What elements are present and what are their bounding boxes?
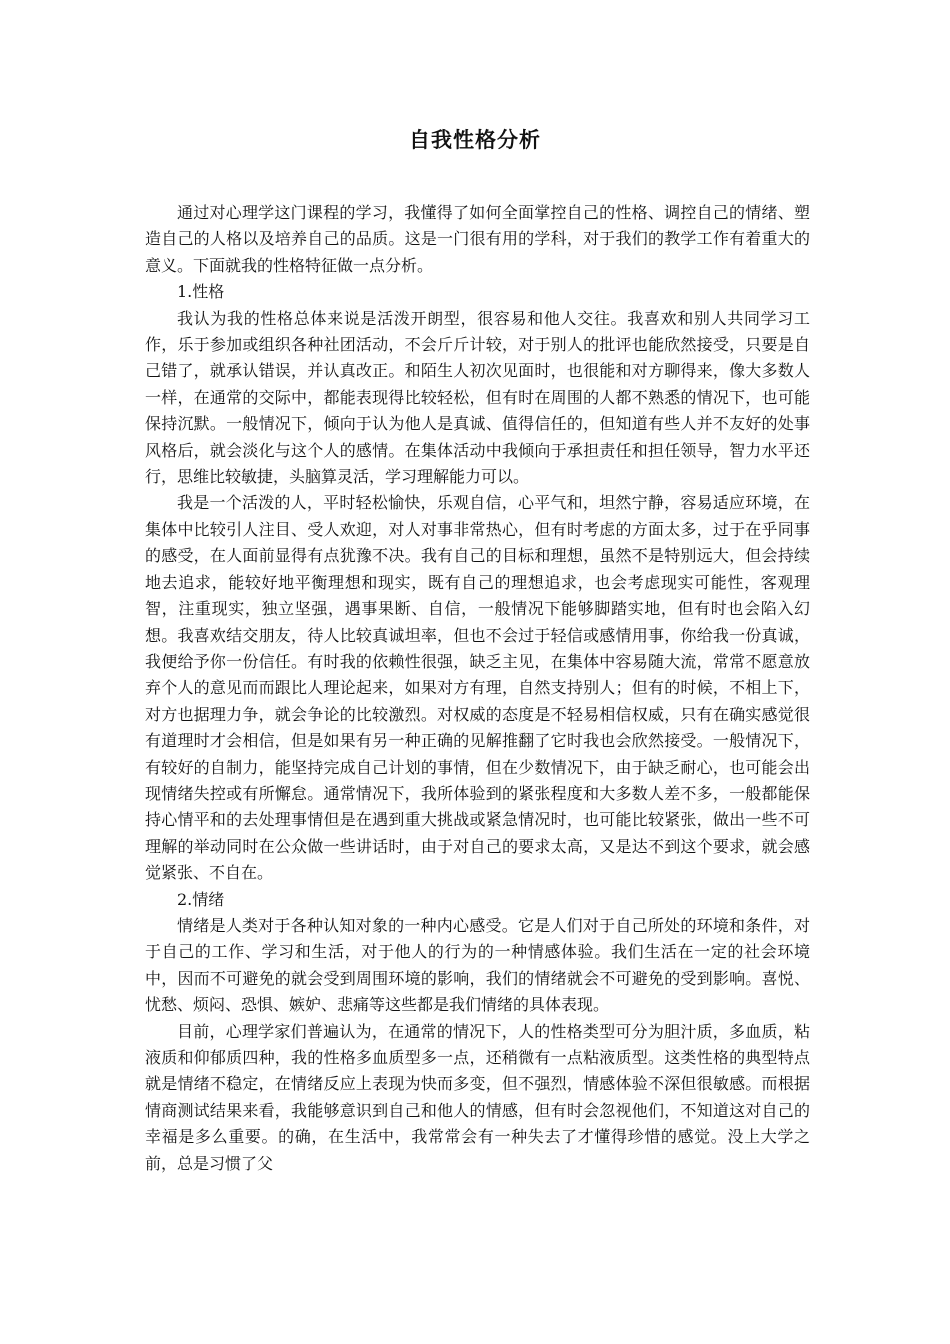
body-paragraph: 我认为我的性格总体来说是活泼开朗型，很容易和他人交往。我喜欢和别人共同学习工作，乐于参加或组织各种社团活动，不会斤斤计较，对于别人的批评也能欣然接受，只要是自己错了，就承认错误，并认真改正。和陌生人初次见面时，也很能和对方聊得来，像大多数人一样，在通常的交际中，都能表现得比较轻松，但有时在周围的人都不熟悉的情况下，也可能保持沉默。一般情况下，倾向于认为他人是真诚、值得信任的，但知道有些人并不友好的处事风格后，就会淡化与这个人的感情。在集体活动中我倾向于承担责任和担任领导，智力水平还行，思维比较敏捷，头脑算灵活，学习理解能力可以。 xyxy=(145,308,810,487)
document-title: 自我性格分析 xyxy=(409,128,541,152)
section-heading-personality: 1.性格 xyxy=(177,282,225,302)
document-body xyxy=(145,200,810,1177)
body-paragraph: 情绪是人类对于各种认知对象的一种内心感受。它是人们对于自己所处的环境和条件，对于自己的工作、学习和生活，对于他人的行为的一种情感体验。我们生活在一定的社会环境中，因而不可避免的就会受到周围环境的影响，我们的情绪就会不可避免的受到影响。喜悦、忧愁、烦闷、恐惧、嫉妒、悲痛等这些都是我们情绪的具体表现。 xyxy=(145,915,810,1015)
body-paragraph: 我是一个活泼的人，平时轻松愉快，乐观自信，心平气和，坦然宁静，容易适应环境，在集体中比较引人注目、受人欢迎，对人对事非常热心，但有时考虑的方面太多，过于在乎同事的感受，在人面前显得有点犹豫不决。我有自己的目标和理想，虽然不是特别远大，但会持续地去追求，能较好地平衡理想和现实，既有自己的理想追求，也会考虑现实可能性，客观理智，注重现实，独立坚强，遇事果断、自信，一般情况下能够脚踏实地，但有时也会陷入幻想。我喜欢结交朋友，待人比较真诚坦率，但也不会过于轻信或感情用事，你给我一份真诚，我便给予你一份信任。有时我的依赖性很强，缺乏主见，在集体中容易随大流，常常不愿意放弃个人的意见而而跟比人理论起来，如果对方有理，自然支持别人；但有的时候，不相上下，对方也据理力争，就会争论的比较激烈。对权威的态度是不轻易相信权威，只有在确实感觉很有道理时才会相信，但是如果有另一种正确的见解推翻了它时我也会欣然接受。一般情况下，有较好的自制力，能坚持完成自己计划的事情，但在少数情况下，由于缺乏耐心，也可能会出现情绪失控或有所懈怠。通常情况下，我所体验到的紧张程度和大多数人差不多，一般都能保持心情平和的去处理事情但是在遇到重大挑战或紧急情况时，也可能比较紧张，做出一些不可理解的举动同时在公众做一些讲话时，由于对自己的要求太高，又是达不到这个要求，就会感觉紧张、不自在。 xyxy=(145,493,810,883)
intro-paragraph: 通过对心理学这门课程的学习，我懂得了如何全面掌控自己的性格、调控自己的情绪、塑造自己的人格以及培养自己的品质。这是一门很有用的学科，对于我们的教学工作有着重大的意义。下面就我的性格特征做一点分析。 xyxy=(145,203,810,275)
section-heading-emotion: 2.情绪 xyxy=(177,889,225,909)
body-paragraph: 目前，心理学家们普遍认为，在通常的情况下，人的性格类型可分为胆汁质，多血质，粘液质和仰郁质四种，我的性格多血质型多一点，还稍微有一点粘液质型。这类性格的典型特点就是情绪不稳定，在情绪反应上表现为快而多变，但不强烈，情感体验不深但很敏感。而根据情商测试结果来看，我能够意识到自己和他人的情感，但有时会忽视他们，不知道这对自己的幸福是多么重要。的确，在生活中，我常常会有一种失去了才懂得珍惜的感觉。没上大学之前，总是习惯了父 xyxy=(145,1021,810,1173)
